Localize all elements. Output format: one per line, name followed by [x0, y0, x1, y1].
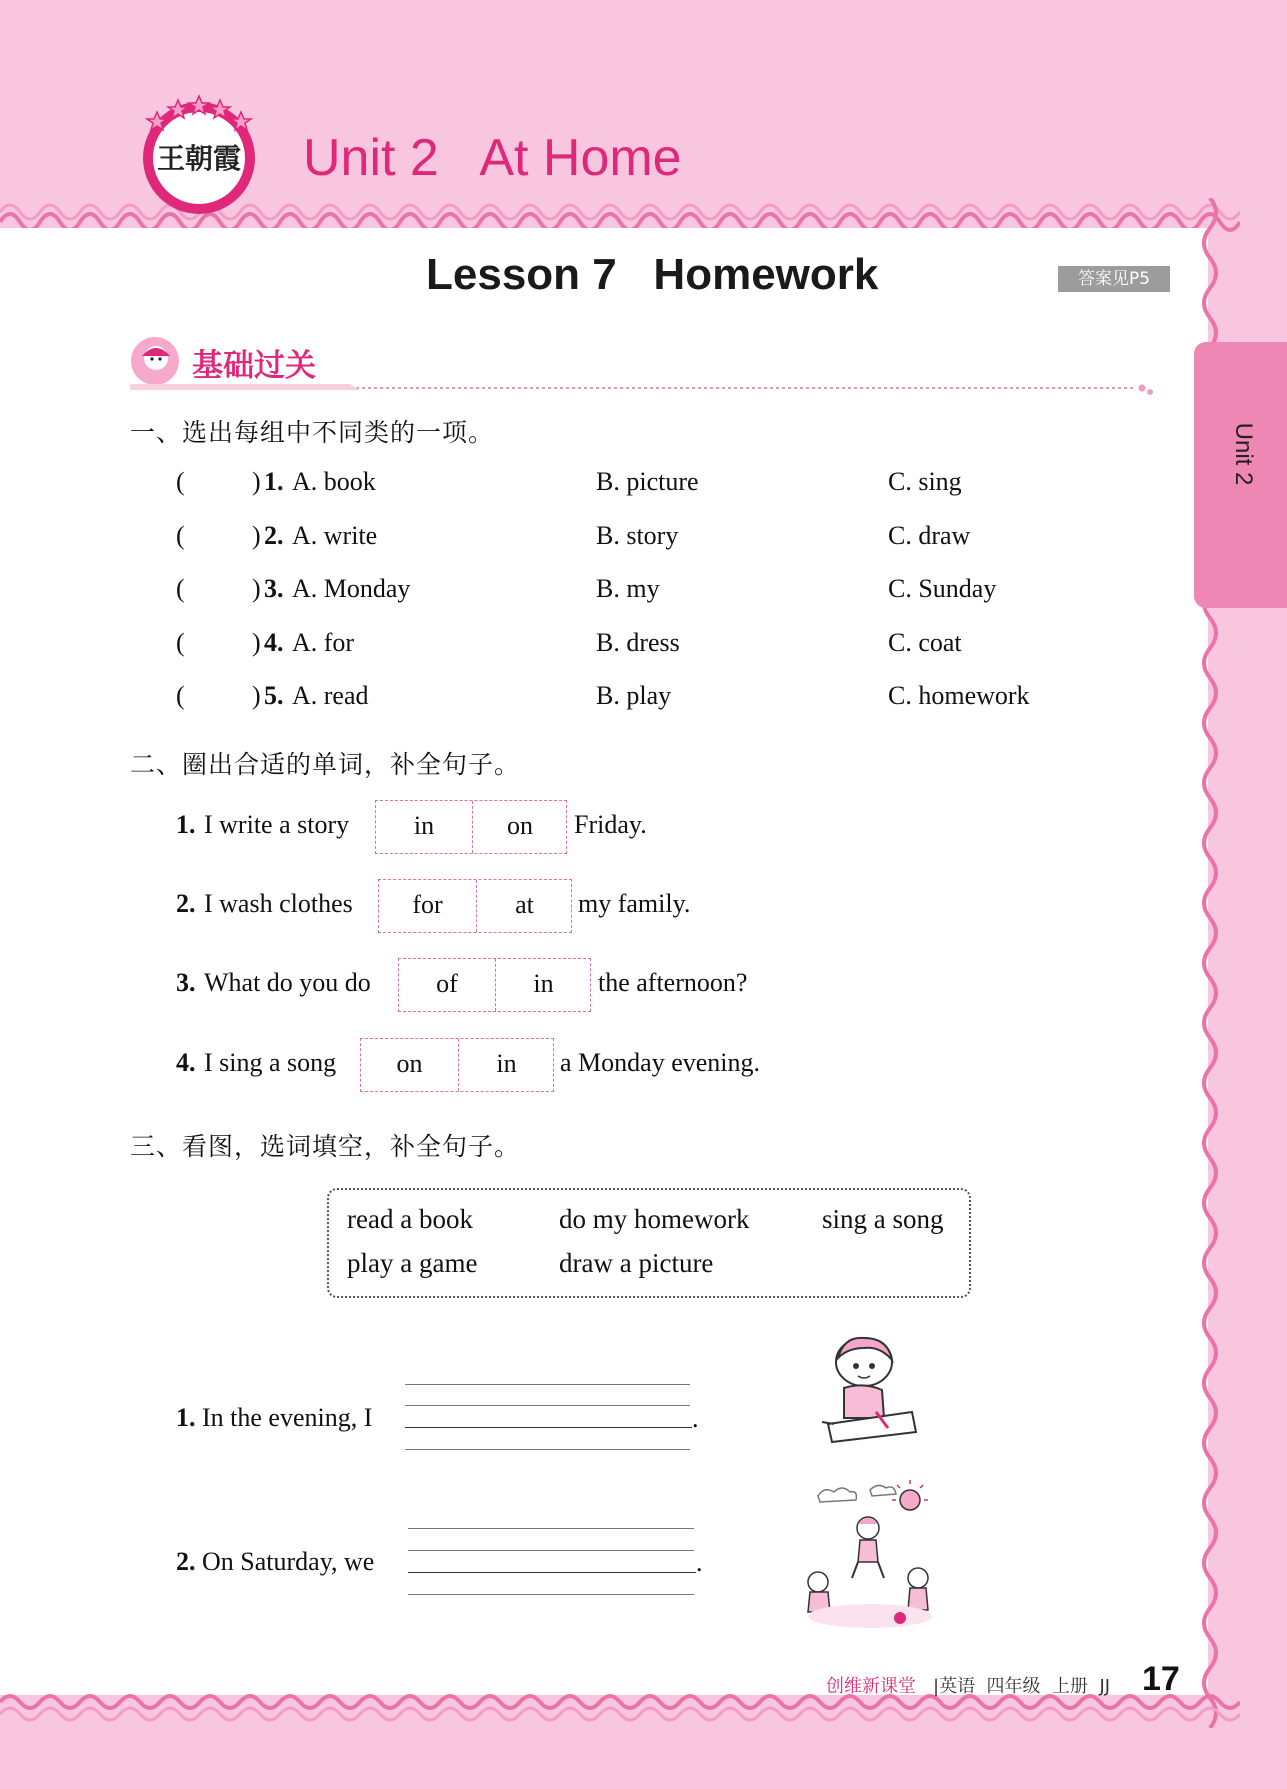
part2-heading: 二、圈出合适的单词，补全句子。	[130, 750, 521, 779]
option-a: A. for	[292, 628, 355, 657]
word-choice-1[interactable]: of	[436, 969, 458, 998]
option-c: C. Sunday	[888, 574, 997, 603]
writing-guide-line	[408, 1594, 694, 1595]
children-playing-illustration	[798, 1478, 948, 1634]
part1-question: ( ) 1. A. book B. picture C. sing	[176, 467, 962, 496]
writing-guide-line	[405, 1384, 690, 1385]
sentence-after: the afternoon?	[598, 968, 748, 997]
part1-heading: 一、选出每组中不同类的一项。	[130, 418, 495, 447]
sentence-after: a Monday evening.	[560, 1048, 761, 1077]
unit-side-tab-label: Unit 2	[1230, 422, 1257, 486]
writing-guide-line	[405, 1405, 690, 1406]
option-b: B. my	[596, 574, 660, 603]
part1-question: ( ) 4. A. for B. dress C. coat	[176, 628, 962, 657]
part3-question: 1. In the evening, I	[176, 1403, 373, 1432]
sentence-after: Friday.	[574, 810, 647, 839]
option-b: B. story	[596, 521, 679, 550]
sentence-text: In the evening, I	[202, 1403, 373, 1432]
option-a: A. Monday	[292, 574, 411, 603]
section-title: 基础过关	[192, 348, 316, 384]
writing-guide-line	[405, 1449, 690, 1450]
answer-reference-tag: 答案见P5	[1058, 266, 1170, 292]
sentence-before: I write a story	[204, 810, 350, 839]
part1-question: ( ) 3. A. Monday B. my C. Sunday	[176, 574, 997, 603]
writing-guide-line	[408, 1550, 694, 1551]
boy-drawing-illustration	[820, 1332, 920, 1452]
answer-blank[interactable]: (	[176, 521, 185, 550]
girl-mascot-icon	[128, 336, 182, 386]
word-choice-box	[360, 1038, 554, 1092]
word-choice-box	[375, 800, 567, 854]
section-divider	[130, 384, 1155, 396]
option-c: C. homework	[888, 681, 1030, 710]
word-bank-item: read a book	[347, 1204, 473, 1234]
word-choice-2[interactable]: in	[496, 1049, 517, 1078]
answer-blank[interactable]: (	[176, 574, 185, 603]
option-a: A. book	[292, 467, 376, 496]
answer-line[interactable]	[405, 1427, 692, 1428]
part3-question: 2. On Saturday, we	[176, 1547, 375, 1576]
part2-question: 2. I wash clothes for at my family.	[176, 879, 876, 935]
word-choice-2[interactable]: at	[515, 890, 534, 919]
writing-guide-line	[408, 1528, 694, 1529]
logo-text: 王朝霞	[156, 142, 242, 175]
sentence-text: On Saturday, we	[202, 1547, 375, 1576]
option-c: C. coat	[888, 628, 962, 657]
word-bank-item: play a game	[347, 1248, 478, 1278]
option-a: A. read	[292, 681, 369, 710]
word-choice-1[interactable]: on	[396, 1049, 423, 1078]
sentence-after: my family.	[578, 889, 691, 918]
sentence-before: What do you do	[204, 968, 371, 997]
word-choice-1[interactable]: for	[412, 890, 443, 919]
word-choice-2[interactable]: on	[507, 811, 533, 840]
answer-blank[interactable]: (	[176, 681, 185, 710]
part1-question: ( ) 2. A. write B. story C. draw	[176, 521, 971, 550]
part1-question: ( ) 5. A. read B. play C. homework	[176, 681, 1030, 710]
option-c: C. sing	[888, 467, 962, 496]
part2-question: 1. I write a story in on Friday.	[176, 800, 876, 856]
brand-logo	[137, 92, 261, 216]
lesson-title: Lesson 7 Homework	[426, 250, 879, 299]
footer-brand: 创维新课堂	[826, 1676, 916, 1697]
word-bank-item: do my homework	[559, 1204, 750, 1234]
answer-line[interactable]	[408, 1572, 696, 1573]
part2-question: 3. What do you do of in the afternoon?	[176, 958, 876, 1014]
word-bank-item: sing a song	[822, 1204, 944, 1234]
word-bank	[327, 1188, 971, 1298]
sentence-before: I sing a song	[204, 1048, 337, 1077]
part3-heading: 三、看图，选词填空，补全句子。	[130, 1132, 521, 1161]
word-choice-box	[398, 958, 591, 1012]
option-c: C. draw	[888, 521, 971, 550]
part2-question: 4. I sing a song on in a Monday evening.	[176, 1038, 876, 1094]
sentence-before: I wash clothes	[204, 889, 353, 918]
word-bank-item: draw a picture	[559, 1248, 714, 1278]
word-choice-2[interactable]: in	[533, 969, 554, 998]
option-a: A. write	[292, 521, 378, 550]
word-choice-1[interactable]: in	[413, 811, 435, 840]
page-number: 17	[1142, 1660, 1180, 1698]
option-b: B. picture	[596, 467, 699, 496]
word-choice-box	[378, 879, 572, 933]
answer-blank[interactable]: (	[176, 628, 185, 657]
option-b: B. play	[596, 681, 672, 710]
answer-blank[interactable]: (	[176, 467, 185, 496]
footer-book-info: |英语 四年级 上册 JJ	[933, 1676, 1111, 1697]
option-b: B. dress	[596, 628, 680, 657]
unit-title: Unit 2 At Home	[303, 129, 682, 187]
